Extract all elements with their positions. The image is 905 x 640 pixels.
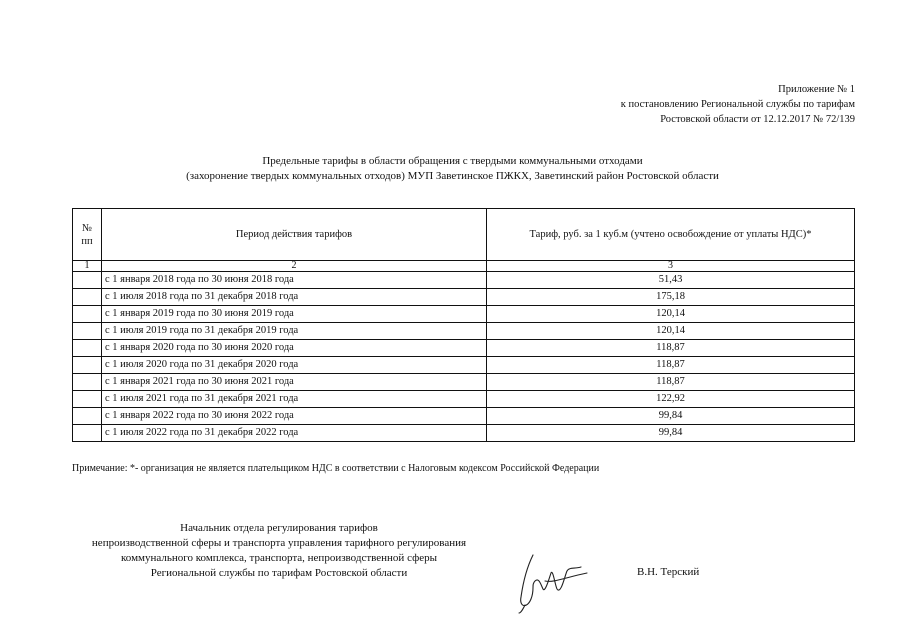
annex-line-1: Приложение № 1 bbox=[778, 84, 855, 95]
table-row bbox=[73, 272, 855, 289]
row-number-cell bbox=[73, 272, 102, 289]
table-row bbox=[73, 408, 855, 425]
tariff-table bbox=[72, 208, 855, 442]
annex-line-2: к постановлению Региональной службы по тарифам bbox=[620, 99, 855, 110]
tariff-value-cell: 120,14 bbox=[487, 323, 855, 340]
tariff-value-cell: 118,87 bbox=[487, 374, 855, 391]
period-cell: с 1 января 2022 года по 30 июня 2022 года bbox=[102, 408, 487, 425]
column-index-cell: 3 bbox=[487, 261, 855, 272]
period-cell: с 1 января 2020 года по 30 июня 2020 года bbox=[102, 340, 487, 357]
table-row bbox=[73, 425, 855, 442]
table-header-row bbox=[73, 209, 855, 261]
period-cell: с 1 июля 2020 года по 31 декабря 2020 года bbox=[102, 357, 487, 374]
row-number-cell bbox=[73, 425, 102, 442]
document-title bbox=[0, 154, 905, 184]
tariff-value-cell: 120,14 bbox=[487, 306, 855, 323]
row-number-cell bbox=[73, 408, 102, 425]
annex-reference bbox=[621, 82, 855, 127]
row-number-cell bbox=[73, 323, 102, 340]
tariff-value-cell: 175,18 bbox=[487, 289, 855, 306]
table-row bbox=[73, 323, 855, 340]
header-tariff: Тариф, руб. за 1 куб.м (учтено освобождение от уплаты НДС)* bbox=[487, 209, 855, 261]
header-number: № пп bbox=[73, 209, 102, 261]
annex-line-3: Ростовской области от 12.12.2017 № 72/139 bbox=[660, 114, 855, 125]
row-number-cell bbox=[73, 391, 102, 408]
column-index-row bbox=[73, 261, 855, 272]
header-period: Период действия тарифов bbox=[102, 209, 487, 261]
column-index-cell: 2 bbox=[102, 261, 487, 272]
signer-position-line: коммунального комплекса, транспорта, непроизводственной сферы bbox=[121, 552, 437, 564]
period-cell: с 1 января 2018 года по 30 июня 2018 года bbox=[102, 272, 487, 289]
signer-position bbox=[66, 521, 492, 581]
period-cell: с 1 июля 2019 года по 31 декабря 2019 года bbox=[102, 323, 487, 340]
row-number-cell bbox=[73, 357, 102, 374]
table-row bbox=[73, 289, 855, 306]
title-line-2: (захоронение твердых коммунальных отходов) МУП Заветинское ПЖКХ, Заветинский район Ростовской области bbox=[186, 170, 719, 182]
period-cell: с 1 июля 2022 года по 31 декабря 2022 года bbox=[102, 425, 487, 442]
tariff-value-cell: 99,84 bbox=[487, 425, 855, 442]
table-row bbox=[73, 374, 855, 391]
footnote: Примечание: *- организация не является плательщиком НДС в соответствии с Налоговым кодексом Российской Федерации bbox=[72, 463, 600, 474]
row-number-cell bbox=[73, 340, 102, 357]
period-cell: с 1 июля 2018 года по 31 декабря 2018 года bbox=[102, 289, 487, 306]
tariff-value-cell: 51,43 bbox=[487, 272, 855, 289]
row-number-cell bbox=[73, 289, 102, 306]
handwritten-signature bbox=[505, 545, 595, 615]
table-row bbox=[73, 306, 855, 323]
row-number-cell bbox=[73, 306, 102, 323]
period-cell: с 1 января 2019 года по 30 июня 2019 года bbox=[102, 306, 487, 323]
tariff-value-cell: 99,84 bbox=[487, 408, 855, 425]
row-number-cell bbox=[73, 374, 102, 391]
signer-position-line: Начальник отдела регулирования тарифов bbox=[180, 522, 378, 534]
tariff-value-cell: 118,87 bbox=[487, 340, 855, 357]
table-row bbox=[73, 391, 855, 408]
signer-position-line: Региональной службы по тарифам Ростовской области bbox=[150, 567, 408, 579]
signer-position-line: непроизводственной сферы и транспорта управления тарифного регулирования bbox=[91, 537, 467, 549]
tariff-value-cell: 122,92 bbox=[487, 391, 855, 408]
tariff-value-cell: 118,87 bbox=[487, 357, 855, 374]
signer-name: В.Н. Терский bbox=[637, 566, 700, 578]
column-index-cell: 1 bbox=[73, 261, 102, 272]
table-row bbox=[73, 340, 855, 357]
table-row bbox=[73, 357, 855, 374]
period-cell: с 1 января 2021 года по 30 июня 2021 года bbox=[102, 374, 487, 391]
title-line-1: Предельные тарифы в области обращения с твердыми коммунальными отходами bbox=[262, 155, 643, 167]
period-cell: с 1 июля 2021 года по 31 декабря 2021 года bbox=[102, 391, 487, 408]
